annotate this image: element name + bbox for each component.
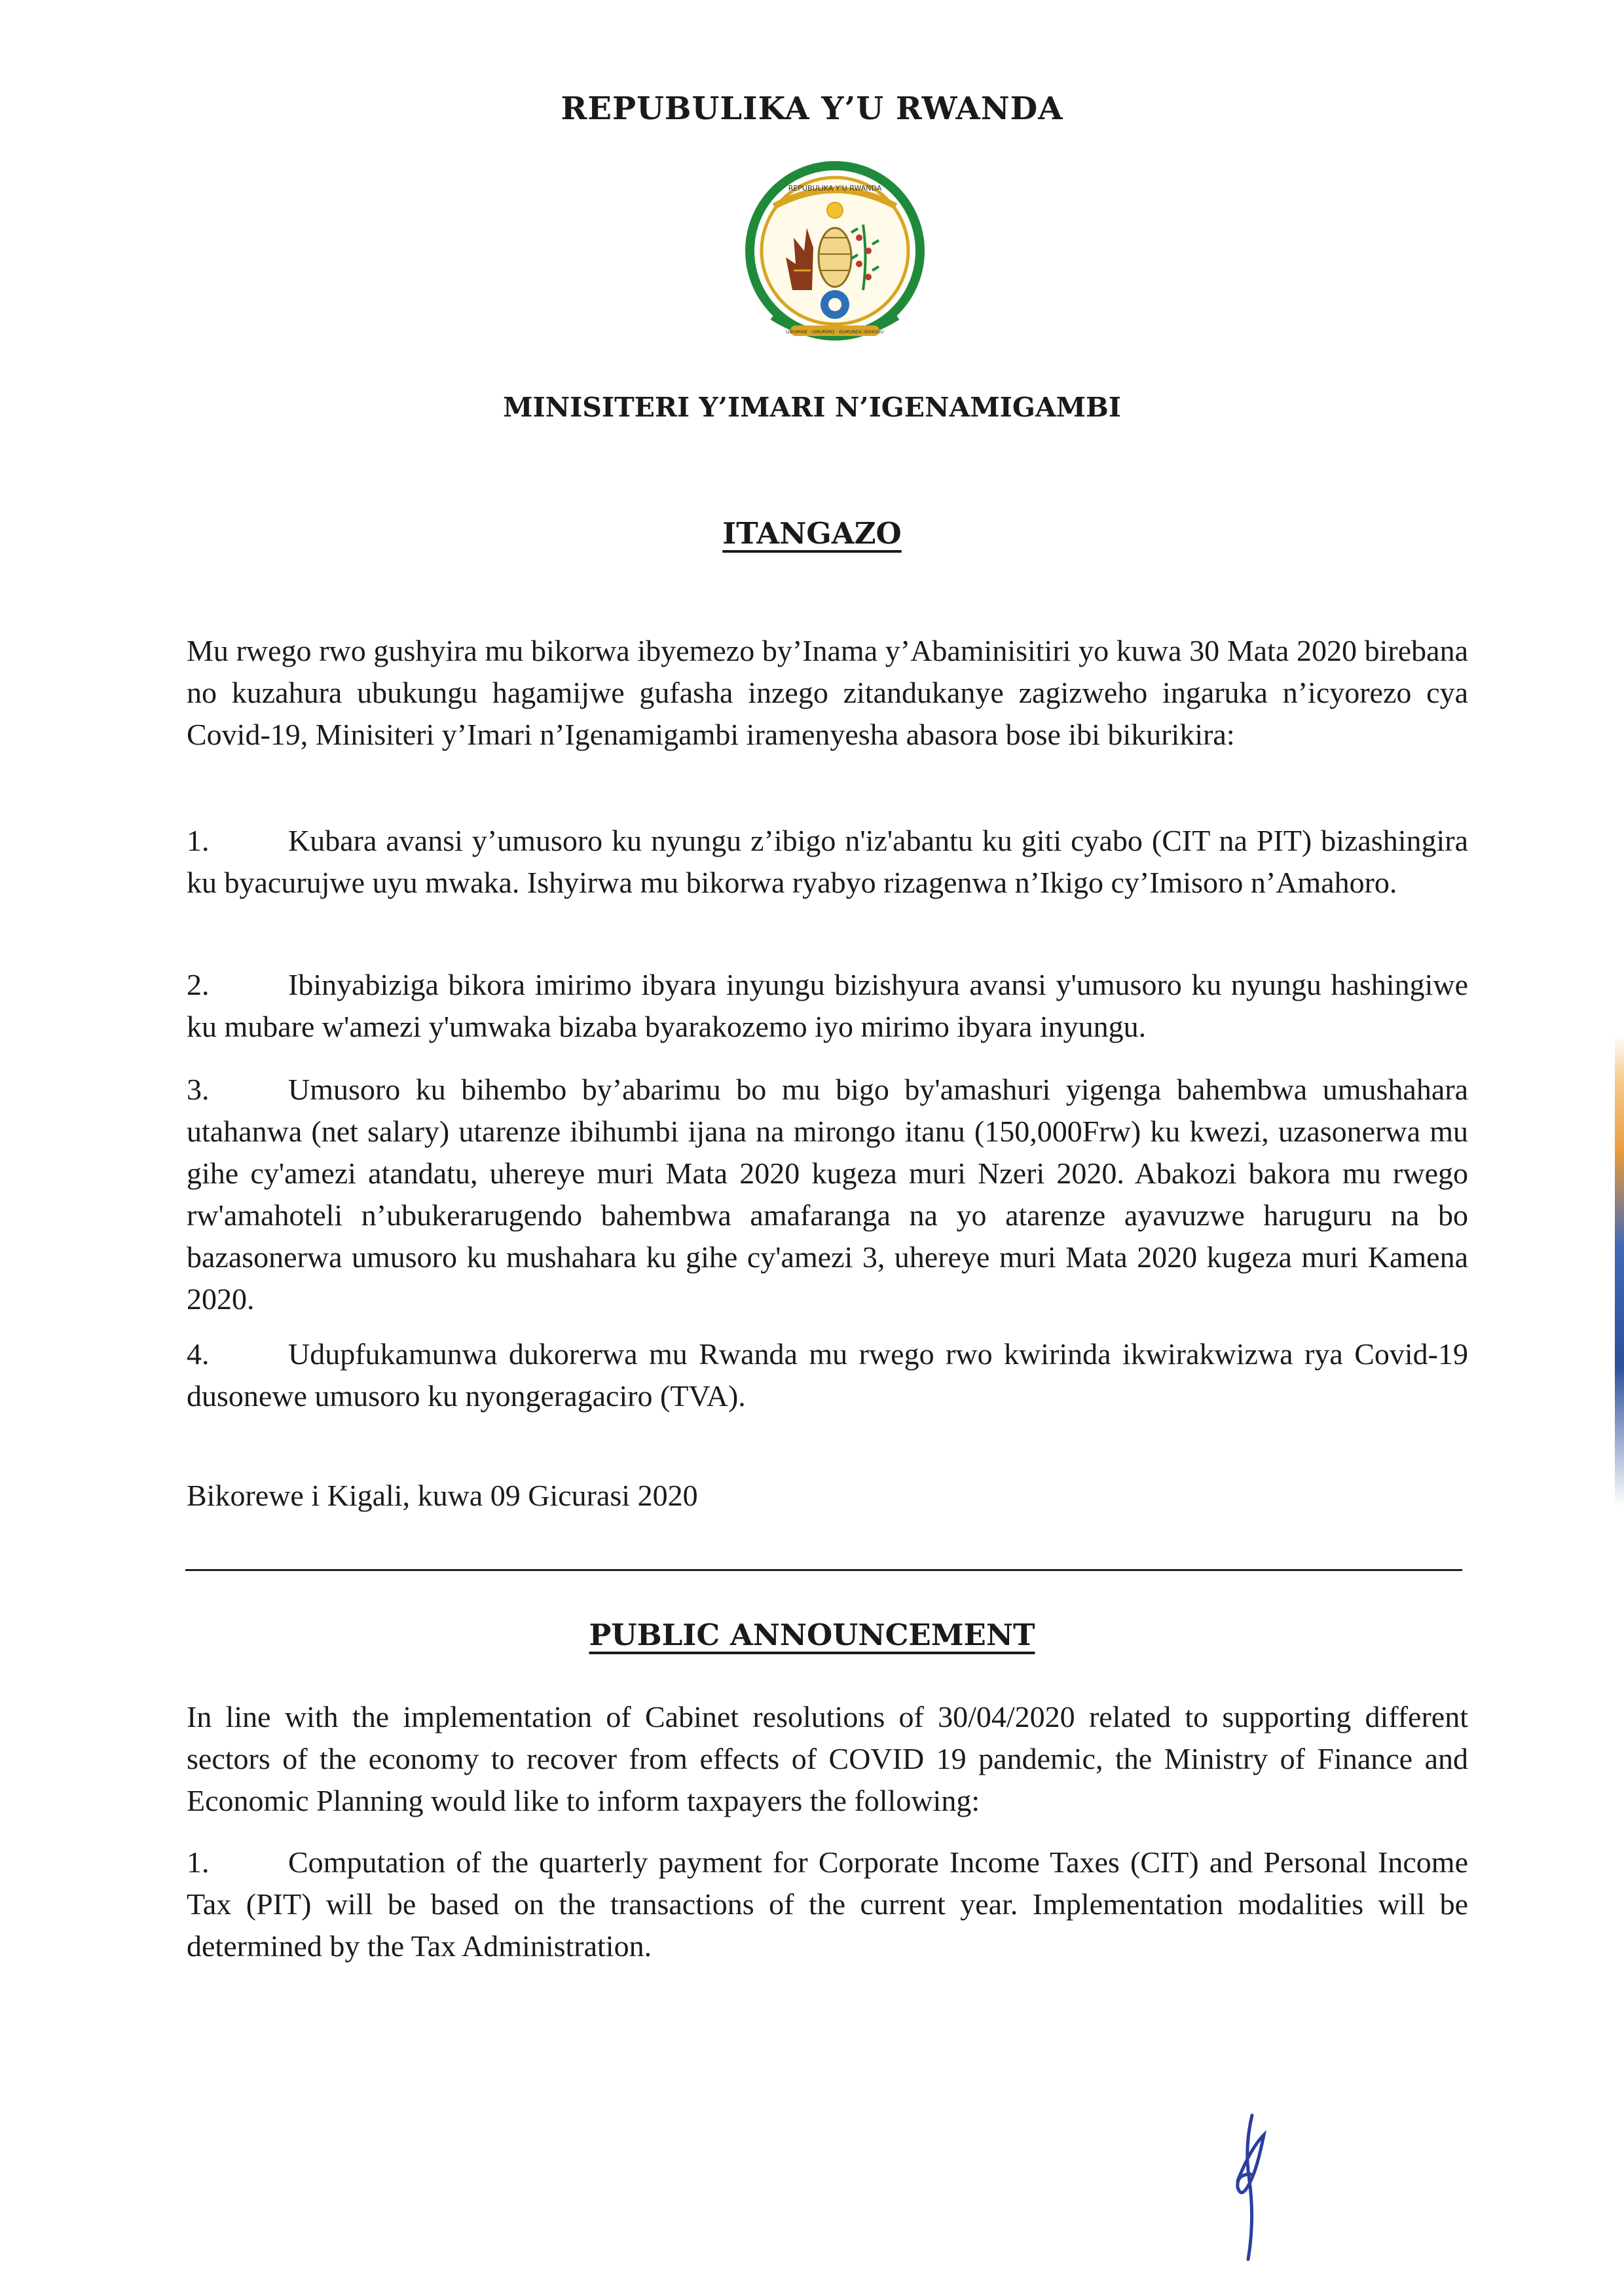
ministry-heading: MINISITERI Y’IMARI N’IGENAMIGAMBI [503,392,1121,423]
emblem-ribbon-text: REPUBULIKA Y'U RWANDA [788,184,882,193]
coat-of-arms-emblem [733,159,936,356]
item-number: 1. [187,1845,210,1879]
public-announcement-title: PUBLIC ANNOUNCEMENT [589,1618,1035,1652]
scan-edge-mark [1615,1035,1624,1506]
item-text: Umusoro ku bihembo by’abarimu bo mu bigo by'amashuri yigenga bahembwa umushahara utahanwa (net salary) utarenze ibihumbi ijana na mirongo itanu (150,000Frw) ku kwezi, uzasonerwa mu gihe cy'amezi atandatu, uhereye muri Mata 2020 kugeza muri Nzeri 2020. Abakozi bakora mu rwego rw'amahoteli n’ubukerarugendo bahembwa amafaranga na yo atarenze ayavuzwe haruguru na bo bazasonerwa umusoro ku mushahara ku gihe cy'amezi 3, uhereye muri Mata 2020 kugeza muri Kamena 2020. [187,1073,1468,1316]
english-item-1 [187,1842,1468,1967]
kinyarwanda-intro: Mu rwego rwo gushyira mu bikorwa ibyemezo by’Inama y’Abaminisitiri yo kuwa 30 Mata 2020 birebana no kuzahura ubukungu hagamijwe gufasha inzego zitandukanye zagizweho ingaruka n’icyorezo cya Covid-19, Minisiteri y’Imari n’Igenamigambi iramenyesha abasora bose ibi bikurikira: [187,634,1468,751]
item-number: 2. [187,968,210,1001]
item-text: Kubara avansi y’umusoro ku nyungu z’ibigo n'iz'abantu ku giti cyabo (CIT na PIT) bizashingira ku byacurujwe uyu mwaka. Ishyirwa mu bikorwa ryabyo rizagenwa n’Ikigo cy’Imisoro n’Amahoro. [187,824,1468,899]
kinyarwanda-closing-date: Bikorewe i Kigali, kuwa 09 Gicurasi 2020 [187,1479,698,1512]
emblem-motto-text: UBUMWE · UMURIMO · GUKUNDA IGIHUGU [786,329,884,335]
item-number: 1. [187,824,210,857]
itangazo-title: ITANGAZO [722,516,902,551]
item-number: 3. [187,1073,210,1106]
signature-mark [1211,2109,1290,2266]
item-text: Computation of the quarterly payment for Corporate Income Taxes (CIT) and Personal Income Tax (PIT) will be based on the transactions of the current year. Implementation modalities will be determined by the Tax Administration. [187,1845,1468,1963]
item-text: Ibinyabiziga bikora imirimo ibyara inyungu bizishyura avansi y'umusoro ku nyungu hashingiwe ku mubare w'amezi y'umwaka bizaba byarakozemo iyo mirimo ibyara inyungu. [187,968,1468,1043]
item-number: 4. [187,1337,210,1371]
kinyarwanda-item-2 [187,964,1468,1048]
country-heading: REPUBULIKA Y’U RWANDA [561,90,1063,127]
kinyarwanda-item-3 [187,1069,1468,1320]
kinyarwanda-item-1 [187,820,1468,904]
section-divider [185,1569,1462,1571]
english-intro: In line with the implementation of Cabinet resolutions of 30/04/2020 related to supporting different sectors of the economy to recover from effects of COVID 19 pandemic, the Ministry of Finance and Economic Planning would like to inform taxpayers the following: [187,1700,1468,1817]
kinyarwanda-item-4 [187,1333,1468,1417]
item-text: Udupfukamunwa dukorerwa mu Rwanda mu rwego rwo kwirinda ikwirakwizwa rya Covid-19 dusonewe umusoro ku nyongeragaciro (TVA). [187,1337,1468,1413]
